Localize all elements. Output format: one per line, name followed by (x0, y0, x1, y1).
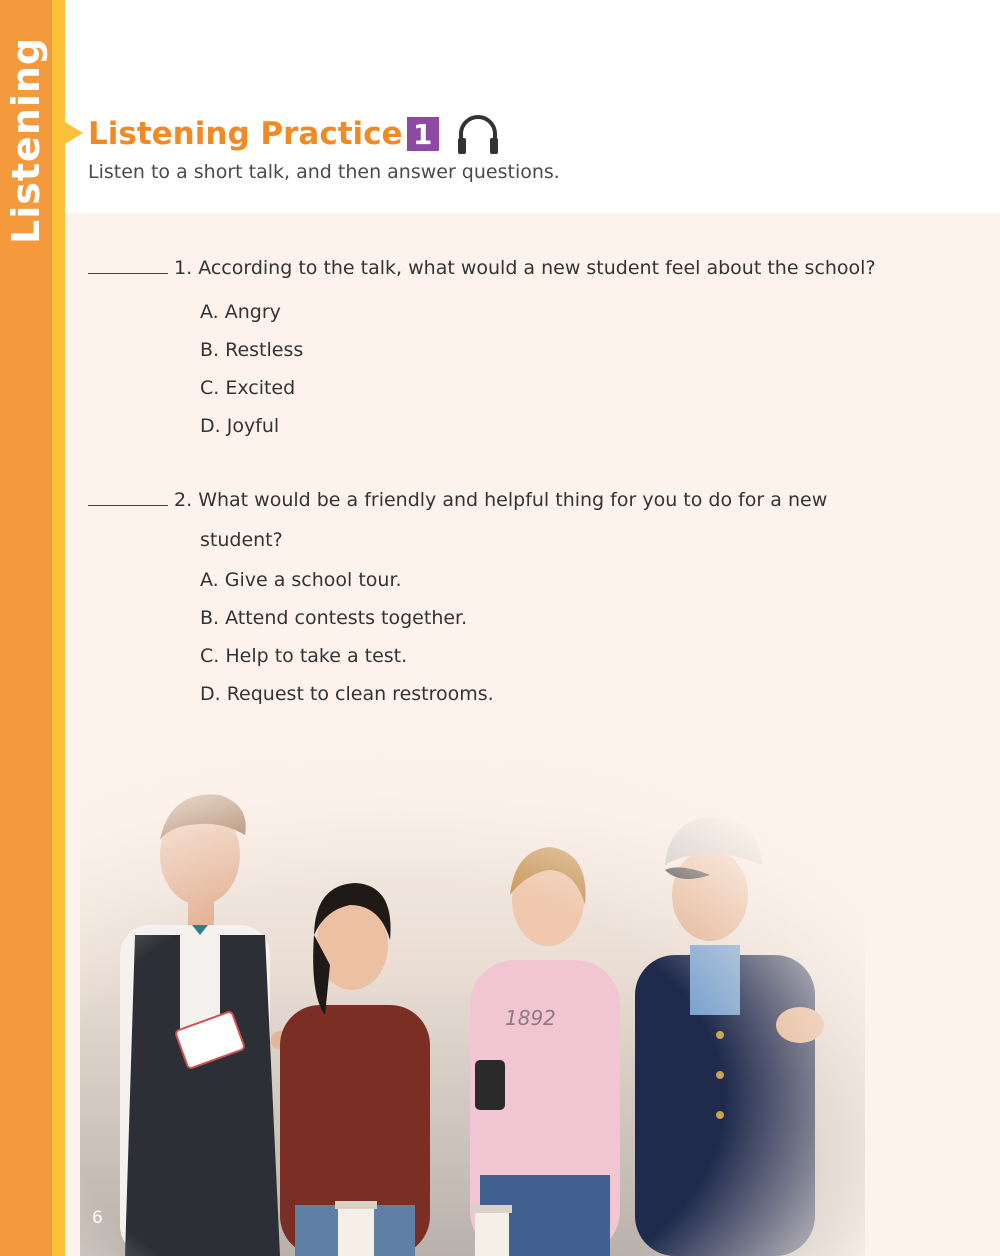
question-text: What would be a friendly and helpful thing for you to do for a new (198, 489, 828, 511)
side-band-stripe (52, 0, 65, 1256)
students-illustration (80, 735, 865, 1256)
option-c: C. Excited (200, 377, 296, 399)
question-text-continued: student? (200, 529, 283, 551)
option-d: D. Request to clean restrooms. (200, 683, 494, 705)
answer-blank-2[interactable] (88, 487, 168, 506)
option-list (200, 561, 827, 713)
option-b: B. Attend contests together. (200, 607, 468, 629)
option-a: A. Angry (200, 301, 281, 323)
title-number-badge: 1 (407, 117, 439, 151)
option-list (200, 293, 876, 445)
answer-blank-1[interactable] (88, 255, 168, 274)
option-a: A. Give a school tour. (200, 569, 402, 591)
page-number: 6 (92, 1208, 103, 1228)
option-c: C. Help to take a test. (200, 645, 408, 667)
question-number: 2. (174, 489, 193, 511)
question-1 (88, 255, 876, 445)
headphones-icon (455, 112, 501, 156)
section-label: Listening (4, 36, 48, 244)
students-photo (80, 735, 865, 1256)
instructions: Listen to a short talk, and then answer questions. (88, 161, 560, 183)
question-text: According to the talk, what would a new student feel about the school? (198, 257, 876, 279)
question-2 (88, 487, 827, 713)
section-title (88, 110, 501, 158)
option-b: B. Restless (200, 339, 304, 361)
title-arrow-icon (65, 122, 83, 144)
question-number: 1. (174, 257, 193, 279)
option-d: D. Joyful (200, 415, 280, 437)
title-text: Listening Practice (88, 116, 403, 152)
